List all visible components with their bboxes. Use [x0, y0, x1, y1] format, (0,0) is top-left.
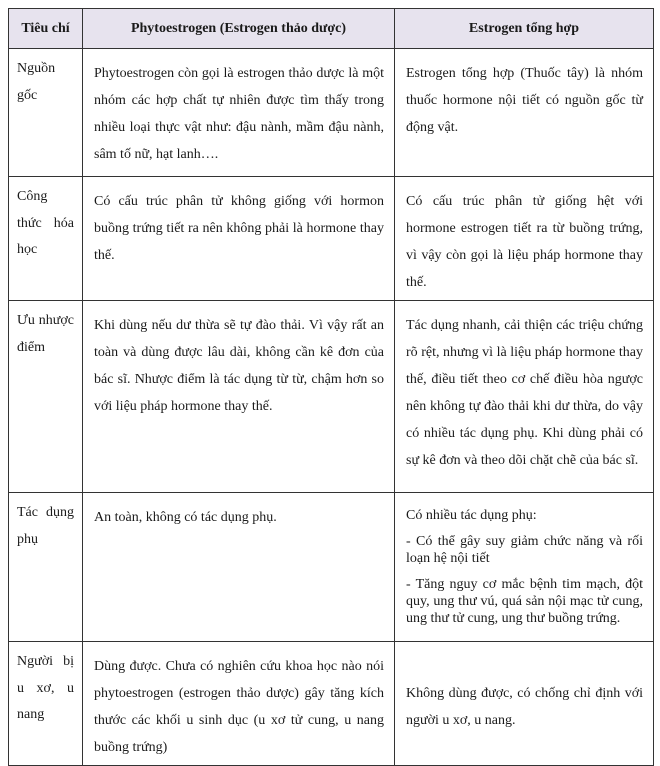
- phyto-cell-fibroids-cysts: Dùng được. Chưa có nghiên cứu khoa học nào nói phytoestrogen (estrogen thảo dược) gây tăng kích thước các khối u sinh dục (u xơ tử cung, u nang buồng trứng): [83, 642, 395, 766]
- criterion-cell-chemical-structure: Công thức hóa học: [9, 177, 83, 301]
- criterion-cell-pros-cons: Ưu nhược điểm: [9, 301, 83, 493]
- phyto-cell-origin: Phytoestrogen còn gọi là estrogen thảo dược là một nhóm các hợp chất tự nhiên được tìm thấy trong nhiều loại thực vật như: đậu nành, mầm đậu nành, sâm tố nữ, hạt lanh….: [83, 49, 395, 177]
- table-row-side-effects: [9, 493, 654, 642]
- synthetic-cell-side-effects: Có nhiều tác dụng phụ: - Có thể gây suy giảm chức năng và rối loạn hệ nội tiết - Tăng nguy cơ mắc bệnh tim mạch, đột quy, ung thư vú, quá sản nội mạc tử cung, ung thư tử cung, ung thư buồng trứng.: [395, 493, 654, 642]
- column-header-criteria: Tiêu chí: [9, 9, 83, 49]
- table-row-fibroids-cysts: [9, 642, 654, 766]
- table-row-chemical-structure: [9, 177, 654, 301]
- synthetic-cell-fibroids-cysts: Không dùng được, có chống chỉ định với người u xơ, u nang.: [395, 642, 654, 766]
- phyto-cell-pros-cons: Khi dùng nếu dư thừa sẽ tự đào thải. Vì vậy rất an toàn và dùng được lâu dài, không cần kê đơn của bác sĩ. Nhược điểm là tác dụng từ từ, chậm hơn so với liệu pháp hormone thay thế.: [83, 301, 395, 493]
- criterion-cell-side-effects: Tác dụng phụ: [9, 493, 83, 642]
- table-row-pros-cons: [9, 301, 654, 493]
- synthetic-cell-chemical-structure: Có cấu trúc phân tử giống hệt với hormone estrogen tiết ra từ buồng trứng, vì vậy còn gọi là liệu pháp hormone thay thế.: [395, 177, 654, 301]
- column-header-synthetic-estrogen: Estrogen tổng hợp: [395, 9, 654, 49]
- phyto-cell-side-effects: An toàn, không có tác dụng phụ.: [83, 493, 395, 642]
- criterion-cell-fibroids-cysts: Người bị u xơ, u nang: [9, 642, 83, 766]
- criterion-cell-origin: Nguồn gốc: [9, 49, 83, 177]
- phyto-cell-chemical-structure: Có cấu trúc phân tử không giống với hormon buồng trứng tiết ra nên không phải là hormone thay thế.: [83, 177, 395, 301]
- header-row: [9, 9, 654, 49]
- synthetic-cell-pros-cons: Tác dụng nhanh, cải thiện các triệu chứng rõ rệt, nhưng vì là liệu pháp hormone thay thế, điều tiết theo cơ chế điều hòa ngược nên không tự đào thải khi dư thừa, do vậy có nhiều tác dụng phụ. Khi dùng phải có sự kê đơn và theo dõi chặt chẽ của bác sĩ.: [395, 301, 654, 493]
- column-header-phytoestrogen: Phytoestrogen (Estrogen thảo dược): [83, 9, 395, 49]
- comparison-table: [8, 8, 654, 766]
- document-page: [0, 8, 660, 755]
- table-row-origin: [9, 49, 654, 177]
- synthetic-cell-origin: Estrogen tổng hợp (Thuốc tây) là nhóm thuốc hormone nội tiết có nguồn gốc từ động vật.: [395, 49, 654, 177]
